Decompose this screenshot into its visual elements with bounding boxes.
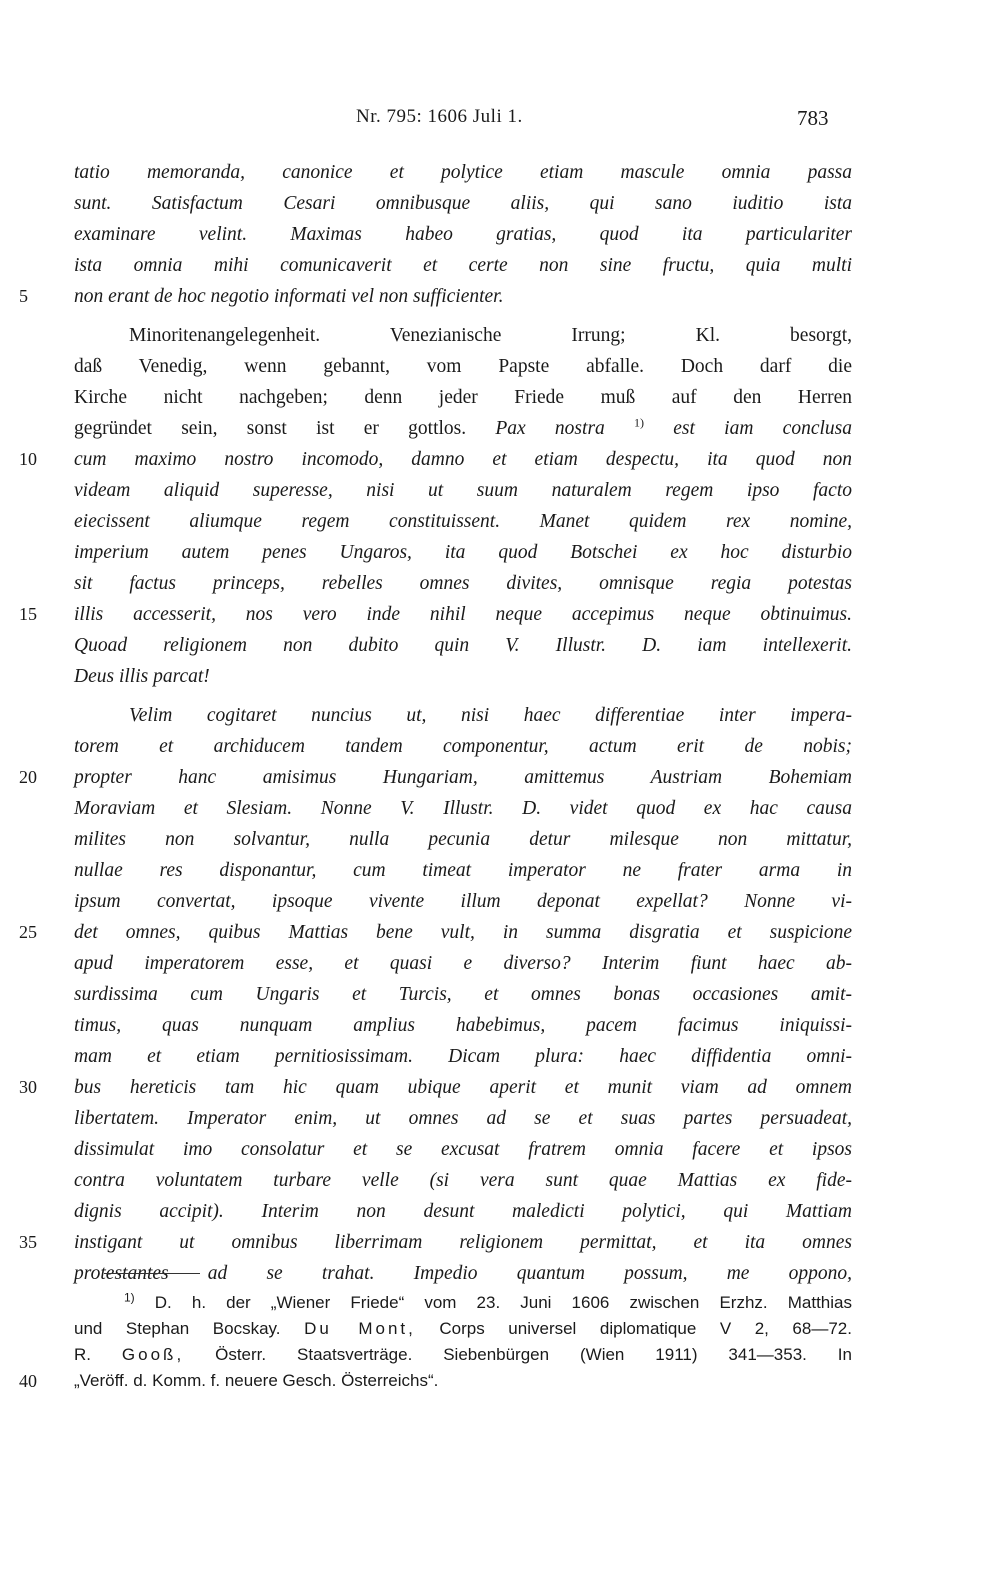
text-line: 5 non erant de hoc negotio informati vel non sufficienter. <box>74 281 852 312</box>
footnote-line: R. Gooß, Österr. Staatsverträge. Siebenbürgen (Wien 1911) 341—353. In <box>74 1345 852 1364</box>
running-head: Nr. 795: 1606 Juli 1. <box>356 106 523 127</box>
text-line: 15 illis accesserit, nos vero inde nihil neque accepimus neque obtinuimus. <box>74 599 852 630</box>
text-line: tatio memoranda, canonice et polytice etiam mascule omnia passa <box>74 162 852 183</box>
text-line: libertatem. Imperator enim, ut omnes ad se et suas partes persuadeat, <box>74 1108 852 1129</box>
line-number: 25 <box>19 922 37 942</box>
text-line: 25 det omnes, quibus Mattias bene vult, in summa disgratia et suspicione <box>74 917 852 948</box>
text-line: timus, quas nunquam amplius habebimus, pacem facimus iniquissi- <box>74 1015 852 1036</box>
text-line: 20 propter hanc amisimus Hungariam, amittemus Austriam Bohemiam <box>74 762 852 793</box>
text-line: sit factus princeps, rebelles omnes divites, omnisque regia potestas <box>74 573 852 594</box>
text-line: apud imperatorem esse, et quasi e diverso? Interim fiunt haec ab- <box>74 953 852 974</box>
text-line: sunt. Satisfactum Cesari omnibusque aliis, qui sano iuditio ista <box>74 193 852 214</box>
summary-line: Kirche nicht nachgeben; denn jeder Friede muß auf den Herren <box>74 387 852 408</box>
text-line: milites non solvantur, nulla pecunia detur milesque non mittatur, <box>74 829 852 850</box>
line-number: 30 <box>19 1077 37 1097</box>
summary-line: daß Venedig, wenn gebannt, vom Papste abfalle. Doch darf die <box>74 356 852 377</box>
text-line: examinare velint. Maximas habeo gratias, quod ita particulariter <box>74 224 852 245</box>
text-line: dissimulat imo consolatur et se excusat fratrem omnia facere et ipsos <box>74 1139 852 1160</box>
text-line: Moraviam et Slesiam. Nonne V. Illustr. D. videt quod ex hac causa <box>74 798 852 819</box>
line-number: 20 <box>19 767 37 787</box>
footnote-mark: 1) <box>124 1290 135 1305</box>
summary-line: Minoritenangelegenheit. Venezianische Irrung; Kl. besorgt, <box>129 325 852 346</box>
text-line: torem et archiducem tandem componentur, actum erit de nobis; <box>74 736 852 757</box>
footnote-line: $^{1)}$ D. h. der „Wiener Friede“ vom 23. Juni 1606 zwischen Erzhz. Matthias <box>124 1290 852 1312</box>
line-number: 5 <box>19 286 28 306</box>
text-line: Deus illis parcat! <box>74 666 210 687</box>
text-line: videam aliquid superesse, nisi ut suum naturalem regem ipso facto <box>74 480 852 501</box>
text-line: protestantes ad se trahat. Impedio quantum possum, me oppono, <box>74 1263 852 1284</box>
page-number: 783 <box>797 106 829 130</box>
line-number: 10 <box>19 449 37 469</box>
footnote-line: und Stephan Bocskay. Du Mont, Corps universel diplomatique V 2, 68—72. <box>74 1319 852 1338</box>
text-line: mam et etiam pernitiosissimam. Dicam plura: haec diffidentia omni- <box>74 1046 852 1067</box>
text-line: gegründet sein, sonst ist er gottlos. Pax nostra $^{1)}$ est iam conclusa <box>74 415 852 439</box>
text-line: ipsum convertat, ipsoque vivente illum deponat expellat? Nonne vi- <box>74 891 852 912</box>
body-text <box>19 157 852 1289</box>
text-line: imperium autem penes Ungaros, ita quod Botschei ex hoc disturbio <box>74 542 852 563</box>
text-line: ista omnia mihi comunicaverit et certe non sine fructu, quia multi <box>74 255 852 276</box>
text-line: Quoad religionem non dubito quin V. Illustr. D. iam intellexerit. <box>74 635 852 656</box>
text-line: eiecissent aliumque regem constituissent. Manet quidem rex nomine, <box>74 511 852 532</box>
footnotes <box>19 1290 852 1394</box>
text-line: nullae res disponantur, cum timeat imperator ne frater arma in <box>74 860 852 881</box>
page-header <box>0 100 1000 134</box>
text-line: surdissima cum Ungaris et Turcis, et omnes bonas occasiones amit- <box>74 984 852 1005</box>
text-line: 10 cum maximo nostro incomodo, damno et etiam despectu, ita quod non <box>74 444 852 475</box>
footnote-line: 40 „Veröff. d. Komm. f. neuere Gesch. Österreichs“. <box>74 1368 852 1394</box>
line-number: 35 <box>19 1232 37 1252</box>
footnote-reference: 1) <box>634 415 645 430</box>
text-line: contra voluntatem turbare velle (si vera sunt quae Mattias ex fide- <box>74 1170 852 1191</box>
text-line: dignis accipit). Interim non desunt maledicti polytici, qui Mattiam <box>74 1201 852 1222</box>
text-line: 30 bus hereticis tam hic quam ubique aperit et munit viam ad omnem <box>74 1072 852 1103</box>
footnote-divider <box>104 1273 200 1274</box>
line-number: 40 <box>19 1371 37 1391</box>
text-line: 35 instigant ut omnibus liberrimam religionem permittat, et ita omnes <box>74 1227 852 1258</box>
text-line: Velim cogitaret nuncius ut, nisi haec differentiae inter impera- <box>129 705 852 726</box>
line-number: 15 <box>19 604 37 624</box>
